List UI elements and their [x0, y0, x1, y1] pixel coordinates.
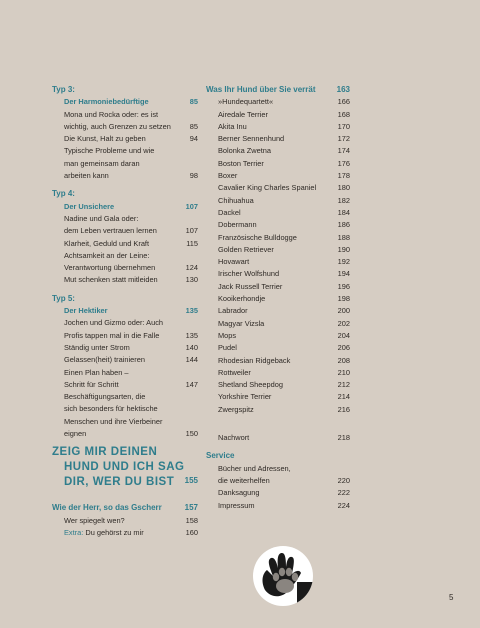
toc-entry-title: Gelassen(heit) trainieren	[64, 355, 145, 365]
toc-entry-page: 85	[189, 97, 198, 107]
toc-entry-page: 140	[185, 342, 198, 352]
toc-entry-title: Rhodesian Ridgeback	[218, 355, 291, 365]
toc-entry-page: 216	[337, 404, 350, 414]
toc-entry-page: 98	[189, 171, 198, 181]
toc-entry-title: Jack Russell Terrier	[218, 281, 283, 291]
toc-entry-page: 107	[185, 226, 198, 236]
toc-entry	[206, 121, 350, 133]
toc-entry	[52, 250, 198, 262]
toc-entry-page: 160	[185, 527, 198, 537]
toc-entry-title	[64, 527, 144, 539]
toc-entry-page: 200	[337, 306, 350, 316]
toc-entry	[52, 133, 198, 145]
toc-entry-page: 144	[185, 355, 198, 365]
toc-entry-title: man gemeinsam daran	[64, 158, 140, 168]
toc-entry	[52, 502, 198, 514]
toc-entry-title: Labrador	[218, 306, 248, 316]
toc-entry-title: Airedale Terrier	[218, 109, 268, 119]
toc-list-right	[206, 84, 350, 512]
toc-entry-title: Französische Bulldogge	[218, 232, 297, 242]
toc-entry	[52, 188, 198, 200]
toc-entry-page: 150	[185, 429, 198, 439]
toc-entry-page: 147	[185, 379, 198, 389]
toc-entry	[206, 96, 350, 108]
toc-entry	[206, 391, 350, 403]
toc-entry	[52, 84, 198, 96]
toc-entry-title: Danksagung	[218, 488, 260, 498]
toc-entry-title: Die Kunst, Halt zu geben	[64, 134, 146, 144]
toc-entry	[52, 238, 198, 250]
spacer	[206, 416, 350, 432]
toc-entry-title: Zwergspitz	[218, 404, 254, 414]
toc-entry-page: 170	[337, 121, 350, 131]
toc-entry-page: 172	[337, 134, 350, 144]
toc-entry-page: 202	[337, 318, 350, 328]
toc-entry-page: 222	[337, 488, 350, 498]
toc-entry	[206, 330, 350, 342]
toc-entry	[206, 182, 350, 194]
toc-entry-title: Cavalier King Charles Spaniel	[218, 183, 317, 193]
toc-entry	[52, 428, 198, 440]
toc-entry	[206, 475, 350, 487]
toc-entry	[52, 96, 198, 108]
toc-entry	[206, 305, 350, 317]
toc-entry	[206, 170, 350, 182]
toc-entry	[52, 262, 198, 274]
extra-label: Extra:	[64, 527, 84, 537]
toc-list-left-after	[52, 502, 198, 539]
toc-entry-page: 204	[337, 330, 350, 340]
toc-entry-title: Mut schenken statt mitleiden	[64, 275, 158, 285]
toc-entry-title: sich besonders für hektische	[64, 404, 158, 414]
toc-entry-title: Einen Plan haben –	[64, 367, 129, 377]
toc-entry-page: 184	[337, 207, 350, 217]
toc-entry-page: 218	[337, 433, 350, 443]
toc-entry	[206, 355, 350, 367]
toc-entry-title: dem Leben vertrauen lernen	[64, 226, 157, 236]
toc-entry-title: Mona und Rocka oder: es ist	[64, 109, 159, 119]
toc-entry	[206, 450, 350, 462]
toc-entry-page: 220	[337, 475, 350, 485]
toc-entry	[52, 170, 198, 182]
toc-entry	[52, 158, 198, 170]
toc-entry-title: Boston Terrier	[218, 158, 264, 168]
toc-entry	[52, 201, 198, 213]
toc-entry-title: Verantwortung übernehmen	[64, 263, 156, 273]
toc-entry-title: Nachwort	[218, 433, 250, 443]
toc-entry-title: Yorkshire Terrier	[218, 392, 272, 402]
toc-entry-title: eignen	[64, 429, 87, 439]
toc-entry	[52, 379, 198, 391]
toc-entry-title: Mops	[218, 330, 237, 340]
toc-entry-page: 168	[337, 109, 350, 119]
toc-entry-title: Typ 3:	[52, 85, 75, 94]
hand-and-paw-icon	[253, 546, 313, 606]
toc-entry-title: Menschen und ihre Vierbeiner	[64, 416, 163, 426]
toc-entry	[206, 281, 350, 293]
toc-entry	[206, 367, 350, 379]
toc-entry	[206, 207, 350, 219]
toc-entry-title: Bücher und Adressen,	[218, 463, 291, 473]
toc-entry	[52, 515, 198, 527]
toc-entry-title: arbeiten kann	[64, 171, 109, 181]
toc-entry-page: 158	[185, 515, 198, 525]
toc-entry	[206, 244, 350, 256]
toc-entry	[52, 416, 198, 428]
toc-entry	[206, 133, 350, 145]
toc-entry-title: Service	[206, 451, 235, 461]
toc-entry-title: Kooikerhondje	[218, 294, 266, 304]
toc-entry-title: Was Ihr Hund über Sie verrät	[206, 85, 316, 94]
toc-entry-page: 176	[337, 158, 350, 168]
toc-entry-page: 174	[337, 146, 350, 156]
toc-entry-page: 107	[185, 201, 198, 211]
toc-entry-title: Der Unsichere	[64, 201, 115, 211]
toc-entry	[206, 219, 350, 231]
toc-entry-page: 190	[337, 244, 350, 254]
toc-entry	[206, 232, 350, 244]
toc-entry	[206, 487, 350, 499]
toc-entry-page: 210	[337, 367, 350, 377]
toc-entry	[52, 342, 198, 354]
toc-entry-page: 198	[337, 294, 350, 304]
toc-entry	[206, 256, 350, 268]
part-heading-line-3: DIR, WER DU BIST	[64, 476, 175, 489]
toc-entry-title: Bolonka Zwetna	[218, 146, 271, 156]
toc-entry-page: 212	[337, 380, 350, 390]
toc-entry-page: 208	[337, 355, 350, 365]
toc-entry-title: Klarheit, Geduld und Kraft	[64, 238, 150, 248]
part-heading-line-2: HUND UND ICH SAG	[64, 461, 185, 474]
toc-entry-title: Wie der Herr, so das Gscherr	[52, 503, 162, 513]
toc-entry	[52, 145, 198, 157]
extra-title: Du gehörst zu mir	[83, 527, 144, 537]
part-heading-line-1: ZEIG MIR DEINEN	[52, 446, 158, 459]
toc-entry-title: die weiterhelfen	[218, 475, 270, 485]
toc-entry-title: Dackel	[218, 207, 241, 217]
toc-entry-page: 180	[337, 183, 350, 193]
toc-entry-title: Achtsamkeit an der Leine:	[64, 250, 150, 260]
toc-list-left	[52, 84, 198, 440]
toc-entry-title: Jochen und Gizmo oder: Auch	[64, 318, 164, 328]
toc-entry-page: 186	[337, 220, 350, 230]
toc-entry-title: Wer spiegelt wen?	[64, 515, 125, 525]
page-number: 5	[449, 593, 454, 602]
toc-entry-page: 130	[185, 275, 198, 285]
toc-entry-title: Shetland Sheepdog	[218, 380, 283, 390]
toc-entry-title: Schritt für Schritt	[64, 379, 119, 389]
toc-entry-title: Hovawart	[218, 257, 250, 267]
part-heading-page: 155	[184, 476, 198, 486]
toc-entry	[206, 318, 350, 330]
toc-entry	[206, 500, 350, 512]
toc-entry-page: 157	[184, 503, 198, 513]
toc-entry-page: 124	[185, 263, 198, 273]
toc-entry-page: 192	[337, 257, 350, 267]
toc-entry-title: Nadine und Gala oder:	[64, 213, 139, 223]
toc-entry-title: Profis tappen mal in die Falle	[64, 330, 160, 340]
toc-entry	[52, 391, 198, 403]
toc-entry	[206, 195, 350, 207]
toc-entry-title: Ständig unter Strom	[64, 342, 130, 352]
toc-entry-page: 224	[337, 500, 350, 510]
toc-entry	[206, 432, 350, 444]
toc-entry	[206, 268, 350, 280]
toc-entry	[206, 342, 350, 354]
toc-entry-page: 188	[337, 232, 350, 242]
toc-entry	[52, 305, 198, 317]
part-heading	[52, 446, 198, 502]
toc-entry-page: 194	[337, 269, 350, 279]
toc-entry-page: 85	[189, 121, 198, 131]
toc-entry	[52, 293, 198, 305]
toc-entry	[52, 354, 198, 366]
hand-and-paw-graphic	[253, 546, 313, 606]
toc-entry-title: Golden Retriever	[218, 244, 274, 254]
toc-entry-page: 182	[337, 195, 350, 205]
toc-entry-page: 206	[337, 343, 350, 353]
toc-entry-page: 94	[189, 134, 198, 144]
toc-entry	[52, 109, 198, 121]
toc-entry	[52, 317, 198, 329]
toc-entry-title: Rottweiler	[218, 367, 251, 377]
toc-entry-title: Irischer Wolfshund	[218, 269, 280, 279]
toc-entry-page: 214	[337, 392, 350, 402]
toc-entry-title: Chihuahua	[218, 195, 254, 205]
toc-entry-page: 163	[336, 85, 350, 94]
toc-entry-title: Impressum	[218, 500, 255, 510]
toc-entry-title: Berner Sennenhund	[218, 134, 285, 144]
toc-entry-title: Der Harmoniebedürftige	[64, 97, 149, 107]
toc-entry	[52, 403, 198, 415]
toc-entry-title: Dobermann	[218, 220, 257, 230]
toc-left-column	[52, 84, 198, 539]
toc-entry	[206, 293, 350, 305]
toc-entry	[206, 158, 350, 170]
toc-entry-title: Der Hektiker	[64, 306, 108, 316]
toc-entry-title: Typ 4:	[52, 189, 75, 199]
toc-entry-page: 178	[337, 171, 350, 181]
toc-entry-title: Boxer	[218, 171, 238, 181]
toc-entry-title: Pudel	[218, 343, 237, 353]
toc-entry-page: 115	[186, 238, 198, 248]
toc-entry-page: 135	[185, 330, 198, 340]
toc-entry	[52, 225, 198, 237]
toc-entry	[206, 145, 350, 157]
toc-entry-title: Magyar Vizsla	[218, 318, 265, 328]
toc-entry	[52, 274, 198, 286]
toc-entry-title: Typische Probleme und wie	[64, 146, 155, 156]
toc-entry-title: Akita Inu	[218, 121, 247, 131]
toc-entry-title: Beschäftigungsarten, die	[64, 392, 146, 402]
toc-entry	[206, 379, 350, 391]
toc-entry-page: 166	[337, 97, 350, 107]
toc-entry-page: 196	[337, 281, 350, 291]
toc-entry	[52, 527, 198, 539]
toc-entry-title: wichtig, auch Grenzen zu setzen	[64, 121, 171, 131]
toc-entry	[206, 463, 350, 475]
toc-entry	[206, 109, 350, 121]
toc-entry	[52, 121, 198, 133]
toc-entry-title: Typ 5:	[52, 293, 75, 303]
toc-entry	[206, 84, 350, 96]
toc-entry	[52, 213, 198, 225]
toc-entry	[52, 330, 198, 342]
toc-entry	[206, 404, 350, 416]
toc-entry	[52, 367, 198, 379]
toc-right-column	[206, 84, 350, 512]
toc-entry-title: »Hundequartett«	[218, 97, 274, 107]
toc-entry-page: 135	[185, 306, 198, 316]
